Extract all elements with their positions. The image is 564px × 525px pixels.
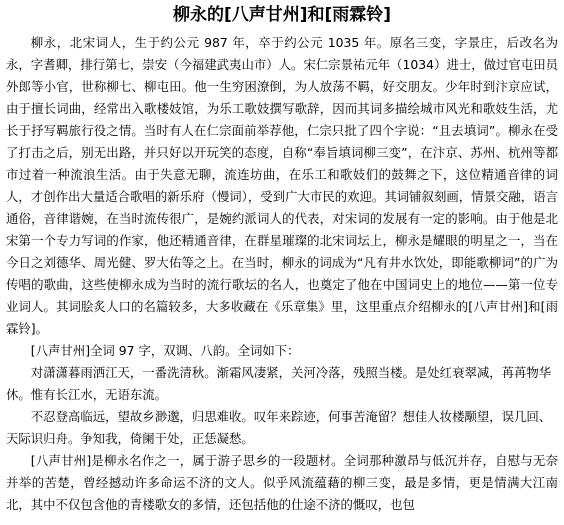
- article: [6, 4, 558, 516]
- intro-paragraph: 柳永，北宋词人，生于约公元 987 年，卒于约公元 1035 年。原名三变，字景庄，后改名为永，字耆卿，排行第七，崇安（今福建武夷山市）人。宋仁宗景祐元年（1034）进士，做过官屯田员外郎等小官，世称柳七、柳屯田。他一生穷困潦倒，为人放荡不羁，好交朋友。少年时到汴京应试，由于擅长词曲，经常出入歌楼妓馆，为乐工歌妓撰写歌辞，因而其词多描绘城市风光和歌妓生活，尤长于抒写羁旅行役之情。当时有人在仁宗面前举荐他，仁宗只批了四个字说：“且去填词”。柳永在受了打击之后，别无出路，并只好以开玩笑的态度，自称“奉旨填词柳三变”，在汴京、苏州、杭州等都市过着一种流浪生活。由于失意无聊，流连坊曲，在乐工和歌妓们的鼓舞之下，这位精通音律的词人，才创作出大量适合歌唱的新乐府（慢词），受到广大市民的欢迎。其词铺叙刻画，情景交融，语言通俗，音律谐婉，在当时流传很广，是婉约派词人的代表，对宋词的发展有一定的影响。由于他是北宋第一个专力写词的作家，他还精通音律，在群星璀璨的北宋词坛上，柳永是耀眼的明星之一，当在今日之刘德华、周光健、罗大佑等之上。在当时，柳永的词成为“凡有井水饮处，即能歌柳词”的广为传唱的歌曲，这些使柳永成为当时的流行歌坛的名人，也奠定了他在中国词史上的地位——第一位专业词人。其词脍炙人口的名篇较多，大多收藏在《乐章集》里，这里重点介绍柳永的[八声甘州]和[雨霖铃]。: [6, 35, 558, 336]
- analysis-paragraph: [八声甘州]是柳永名作之一，属于游子思乡的一段题材。全词那种激昂与低沉并存，自慰与无奈并举的苦楚，曾经撼动许多命运不济的文人。似乎风流蕴藉的柳三变，最是多情，更是情满大江南北，其中不仅包含他的青楼歌女的多情，还包括他的仕途不济的慨叹，也包: [6, 453, 558, 512]
- article-title: 柳永的[八声甘州]和[雨霖铃]: [172, 5, 392, 25]
- poem-stanza-1: 对潇潇暮雨洒江天，一番洗清秋。渐霜风凄紧，关河冷落，残照当楼。是处红衰翠减，苒苒物华休。惟有长江水，无语东流。: [6, 365, 552, 402]
- poem-stanza-2: 不忍登高临远，望故乡渺邈，归思难收。叹年来踪迹，何事苦淹留？想佳人妆楼颙望，误几回、天际识归舟。争知我，倚阑干处，正恁凝愁。: [6, 409, 552, 446]
- poem-intro-paragraph: [八声甘州]全词 97 字，双调、八韵。全词如下：: [30, 343, 300, 358]
